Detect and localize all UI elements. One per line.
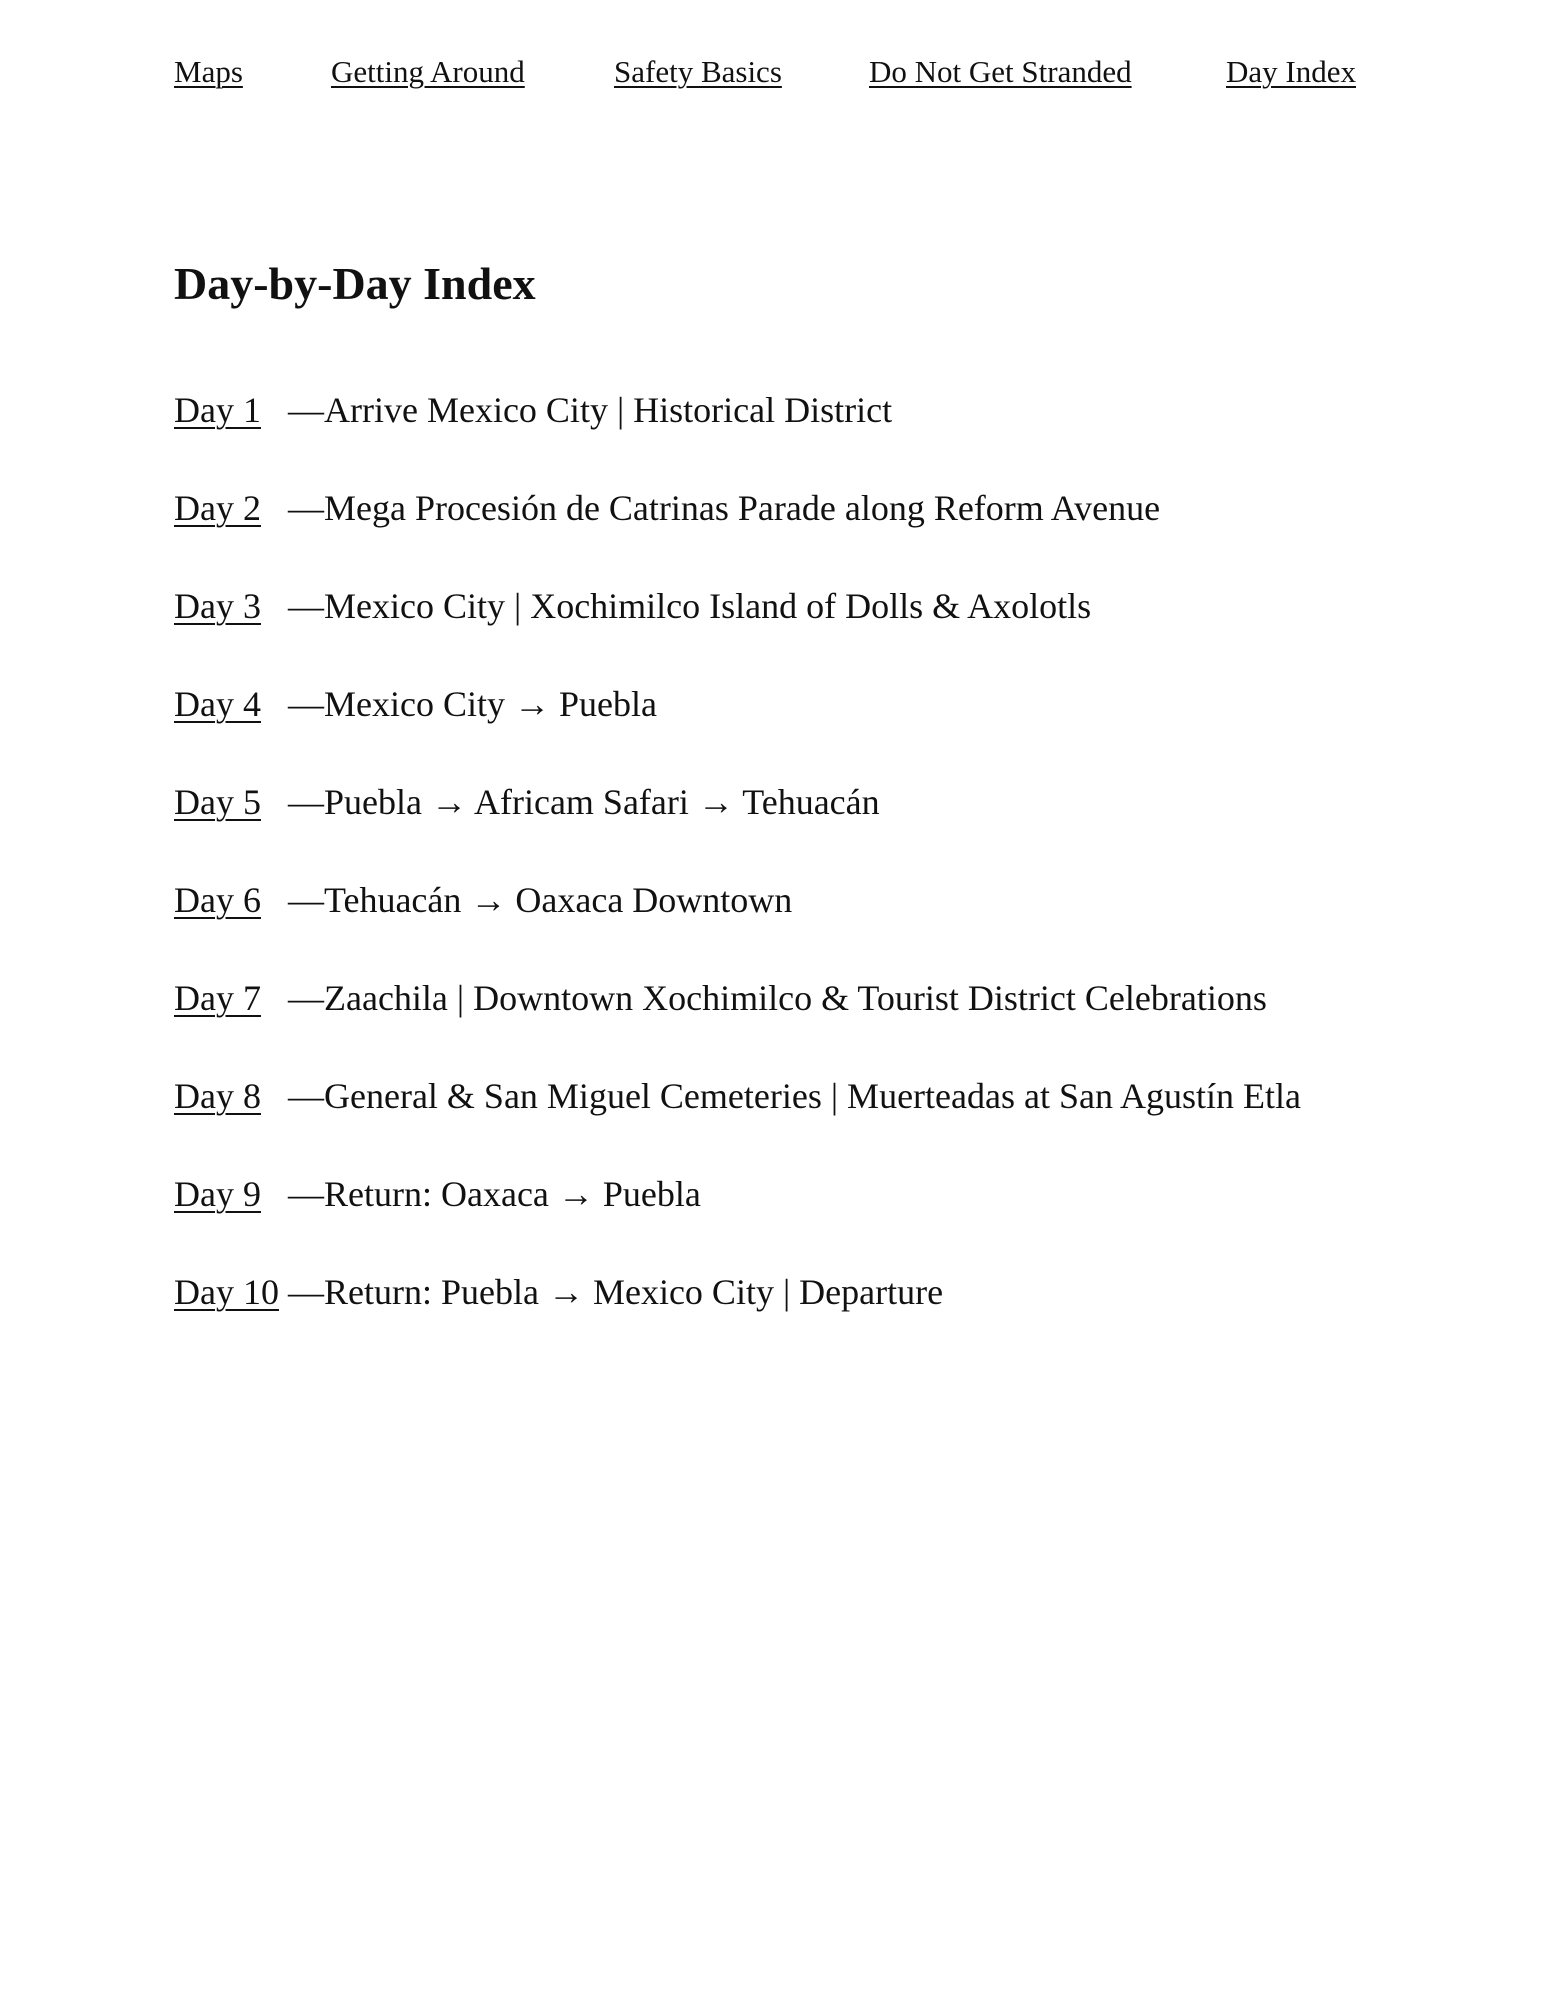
list-item	[174, 385, 1424, 483]
list-item	[174, 483, 1424, 581]
day-2-link[interactable]: Day 2	[174, 488, 261, 528]
day-6-link[interactable]: Day 6	[174, 880, 261, 920]
separator: —	[288, 1174, 324, 1214]
separator: —	[288, 978, 324, 1018]
day-description: Return: Puebla → Mexico City | Departure	[324, 1272, 944, 1312]
nav-link-day-index[interactable]: Day Index	[1226, 54, 1356, 89]
separator: —	[288, 684, 324, 724]
day-description: Zaachila | Downtown Xochimilco & Tourist District Celebrations	[324, 978, 1267, 1018]
separator: —	[288, 782, 324, 822]
list-item	[174, 581, 1424, 679]
list-item	[174, 973, 1424, 1071]
list-item	[174, 1267, 1424, 1365]
list-item	[174, 777, 1424, 875]
day-description: Mega Procesión de Catrinas Parade along Reform Avenue	[324, 488, 1161, 528]
day-9-link[interactable]: Day 9	[174, 1174, 261, 1214]
day-4-link[interactable]: Day 4	[174, 684, 261, 724]
day-index-list	[174, 385, 1424, 1365]
top-navigation	[174, 50, 1374, 94]
list-item	[174, 1169, 1424, 1267]
list-item	[174, 875, 1424, 973]
day-10-link[interactable]: Day 10	[174, 1272, 279, 1312]
list-item	[174, 679, 1424, 777]
nav-link-getting-around[interactable]: Getting Around	[331, 54, 525, 89]
day-8-link[interactable]: Day 8	[174, 1076, 261, 1116]
day-description: Return: Oaxaca → Puebla	[324, 1174, 701, 1214]
nav-link-maps[interactable]: Maps	[174, 54, 243, 89]
page-title: Day-by-Day Index	[174, 258, 536, 309]
day-description: Mexico City → Puebla	[324, 684, 657, 724]
separator: —	[288, 586, 324, 626]
separator: —	[288, 1076, 324, 1116]
day-description: Tehuacán → Oaxaca Downtown	[324, 880, 793, 920]
day-7-link[interactable]: Day 7	[174, 978, 261, 1018]
separator: —	[288, 390, 324, 430]
separator: —	[288, 880, 324, 920]
separator: —	[288, 488, 324, 528]
day-description: Puebla → Africam Safari → Tehuacán	[324, 782, 880, 822]
nav-link-do-not-get-stranded[interactable]: Do Not Get Stranded	[869, 54, 1132, 89]
day-description: Mexico City | Xochimilco Island of Dolls & Axolotls	[324, 586, 1092, 626]
list-item	[174, 1071, 1424, 1169]
day-description: General & San Miguel Cemeteries | Muerteadas at San Agustín Etla	[324, 1076, 1301, 1116]
separator: —	[288, 1272, 324, 1312]
day-description: Arrive Mexico City | Historical District	[324, 390, 893, 430]
day-3-link[interactable]: Day 3	[174, 586, 261, 626]
day-5-link[interactable]: Day 5	[174, 782, 261, 822]
day-1-link[interactable]: Day 1	[174, 390, 261, 430]
nav-link-safety-basics[interactable]: Safety Basics	[614, 54, 782, 89]
